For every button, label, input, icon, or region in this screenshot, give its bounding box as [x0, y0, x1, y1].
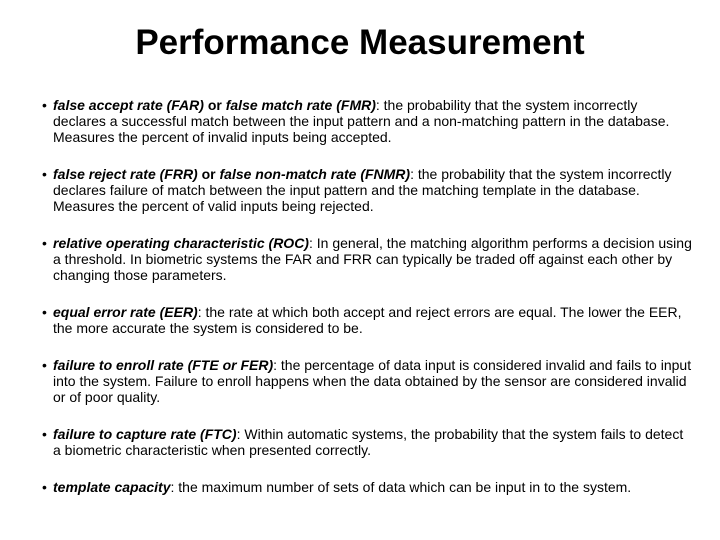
definition-far: : the probability that the system incorrectly declares a successful match between the input pattern and a non-matching pattern in the database. Measures the percent of invalid inputs being accepted.	[53, 97, 670, 145]
definition-ftc: : Within automatic systems, the probability that the system fails to detect a biometric characteristic when presented correctly.	[53, 426, 684, 458]
bullet-item-far	[42, 97, 692, 145]
slide-title: Performance Measurement	[135, 23, 585, 62]
definition-template-capacity: : the maximum number of sets of data which can be input in to the system.	[170, 479, 632, 495]
term-fte: failure to enroll rate (FTE or FER)	[53, 357, 274, 373]
bullet-list	[42, 97, 692, 516]
bullet-item-template-capacity	[42, 479, 692, 495]
term-fmr: false match rate (FMR)	[225, 97, 376, 113]
term-ftc: failure to capture rate (FTC)	[53, 426, 237, 442]
definition-fte: : the percentage of data input is considered invalid and fails to input into the system. Failure to enroll happens when the data obtained by the sensor are considered invalid or of poor quality.	[53, 357, 692, 405]
bullet-icon: •	[42, 479, 47, 495]
definition-frr: : the probability that the system incorrectly declares failure of match between the input pattern and the matching template in the database. Measures the percent of valid inputs being rejected.	[53, 166, 672, 214]
bullet-icon: •	[42, 304, 47, 320]
term-joiner: or	[197, 166, 220, 182]
bullet-item-roc	[42, 235, 692, 283]
definition-roc: : In general, the matching algorithm performs a decision using a threshold. In biometric systems the FAR and FRR can typically be traded off against each other by changing those parameters.	[53, 235, 692, 283]
term-roc: relative operating characteristic (ROC)	[53, 235, 309, 251]
bullet-icon: •	[42, 166, 47, 182]
bullet-item-fte	[42, 357, 692, 405]
term-eer: equal error rate (EER)	[53, 304, 198, 320]
bullet-item-frr	[42, 166, 692, 214]
bullet-item-ftc	[42, 426, 692, 458]
bullet-item-eer	[42, 304, 692, 336]
term-template-capacity: template capacity	[53, 479, 171, 495]
term-fnmr: false non-match rate (FNMR)	[219, 166, 411, 182]
definition-eer: : the rate at which both accept and reject errors are equal. The lower the EER, the more accurate the system is considered to be.	[53, 304, 682, 336]
bullet-icon: •	[42, 426, 47, 442]
term-joiner: or	[203, 97, 226, 113]
term-frr: false reject rate (FRR)	[53, 166, 198, 182]
term-far: false accept rate (FAR)	[53, 97, 204, 113]
bullet-icon: •	[42, 97, 47, 113]
bullet-icon: •	[42, 235, 47, 251]
bullet-icon: •	[42, 357, 47, 373]
